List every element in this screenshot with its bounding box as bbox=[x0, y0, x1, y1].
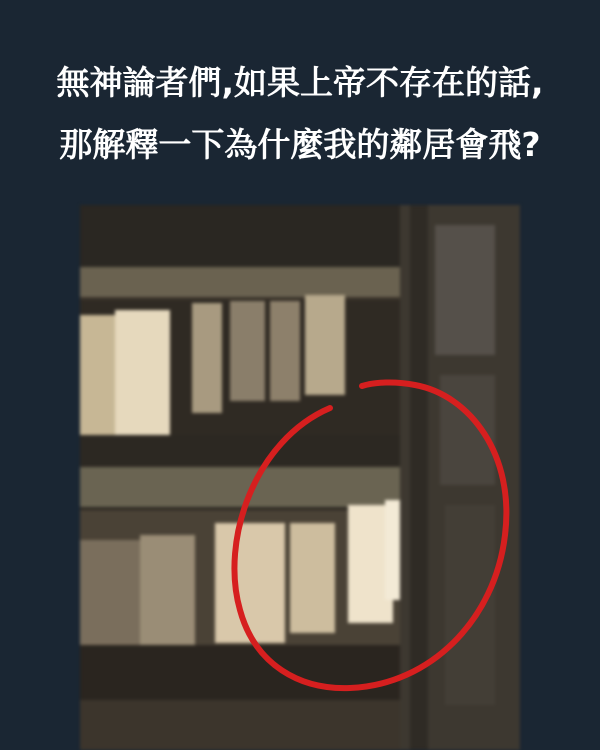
caption-line-2: 那解釋一下為什麼我的鄰居會飛? bbox=[59, 125, 541, 164]
building-photo bbox=[80, 205, 520, 750]
building-facade-illustration bbox=[80, 205, 520, 750]
caption-line-1: 無神論者們,如果上帝不存在的話, bbox=[56, 63, 544, 102]
meme-caption bbox=[0, 52, 600, 176]
